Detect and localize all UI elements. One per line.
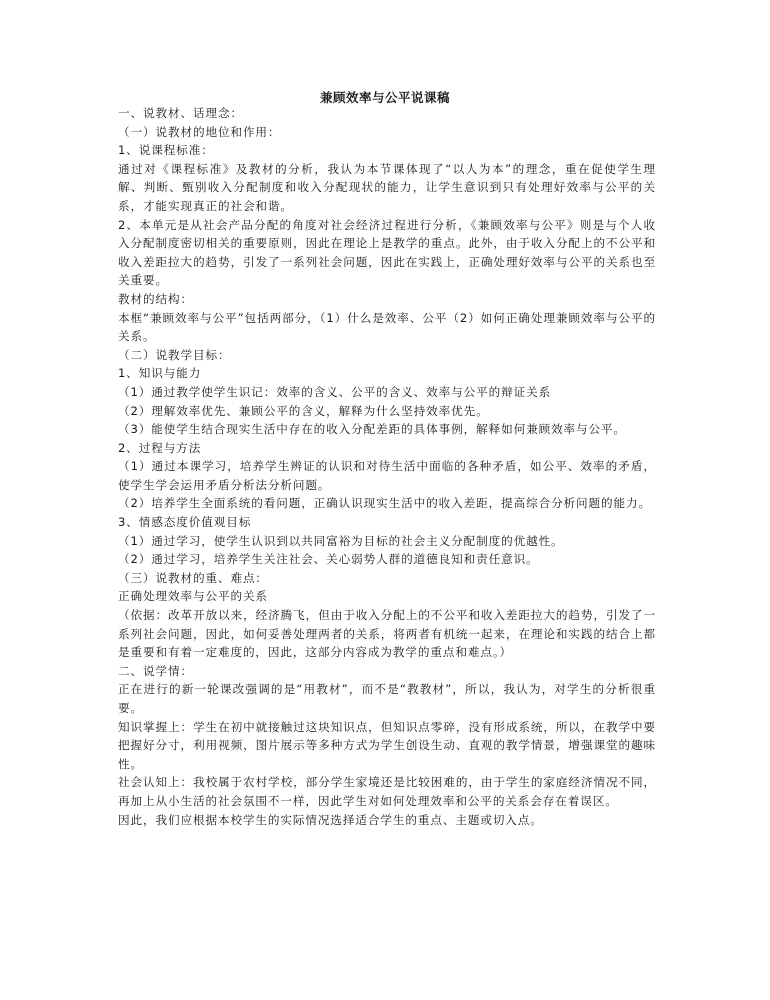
paragraph: 1、说课程标准： [118,143,214,158]
paragraph: （1）通过学习，使学生认识到以共同富裕为目标的社会主义分配制度的优越性。 [118,533,564,548]
paragraph: 2、本单元是从社会产品分配的角度对社会经济过程进行分析，《兼顾效率与公平》则是与个人收入分配制度密切相关的重要原则，因此在理论上是教学的重点。此外，由于收入分配上的不公平和收入差距拉大的趋势，引发了一系列社会问题，因此在实践上，正确处理好效率与公平的关系也至关重要。 [118,217,656,288]
paragraph: （1）通过本课学习，培养学生辨证的认识和对待生活中面临的各种矛盾，如公平、效率的矛盾，使学生学会运用矛盾分析法分析问题。 [118,459,656,492]
document-body [118,104,656,829]
paragraph: （二）说教学目标： [118,347,231,362]
paragraph: （2）通过学习，培养学生关注社会、关心弱势人群的道德良知和责任意识。 [118,552,539,567]
paragraph: 通过对《课程标准》及教材的分析，我认为本节课体现了“以人为本”的理念，重在促使学生理解、判断、甄别收入分配制度和收入分配现状的能力，让学生意识到只有处理好效率与公平的关系，才能实现真正的社会和谐。 [118,161,656,213]
paragraph: 因此，我们应根据本校学生的实际情况选择适合学生的重点、主题或切入点。 [118,812,543,827]
paragraph: （2）理解效率优先、兼顾公平的含义，解释为什么坚持效率优先。 [118,403,489,418]
paragraph: （一）说教材的地位和作用： [118,124,281,139]
paragraph: 社会认知上：我校属于农村学校，部分学生家境还是比较困难的，由于学生的家庭经济情况不同，再加上从小生活的社会氛围不一样，因此学生对如何处理效率和公平的关系会存在着误区。 [118,775,656,808]
paragraph: （3）能使学生结合现实生活中存在的收入分配差距的具体事例，解释如何兼顾效率与公平。 [118,422,627,437]
paragraph: 正确处理效率与公平的关系 [118,589,268,604]
paragraph: 1、知识与能力 [118,366,202,381]
paragraph: 知识掌握上：学生在初中就接触过这块知识点，但知识点零碎，没有形成系统，所以，在教学中要把握好分寸，利用视频，图片展示等多种方式为学生创设生动、直观的教学情景，增强课堂的趣味性。 [118,719,656,771]
paragraph: （依据：改革开放以来，经济腾飞，但由于收入分配上的不公平和收入差距拉大的趋势，引发了一系列社会问题，因此，如何妥善处理两者的关系，将两者有机统一起来，在理论和实践的结合上都是重要和有着一定难度的，因此，这部分内容成为教学的重点和难点。） [118,608,656,660]
paragraph: （三）说教材的重、难点： [118,570,268,585]
paragraph: 一、说教材、话理念： [118,106,243,120]
paragraph: （2）培养学生全面系统的看问题，正确认识现实生活中的收入差距，提高综合分析问题的能力。 [118,496,652,511]
paragraph: 教材的结构： [118,291,193,306]
paragraph: 3、情感态度价值观目标 [118,515,252,530]
paragraph: 本框“兼顾效率与公平”包括两部分，（1）什么是效率、公平（2）如何正确处理兼顾效率与公平的关系。 [118,310,656,344]
paragraph: 正在进行的新一轮课改强调的是“用教材”，而不是“教教材”，所以，我认为，对学生的分析很重要。 [118,682,656,715]
paragraph: 2、过程与方法 [118,440,202,455]
document-title: 兼顾效率与公平说课稿 [319,90,450,105]
paragraph: 二、说学情： [118,663,193,678]
paragraph: （1）通过教学使学生识记：效率的含义、公平的含义、效率与公平的辩证关系 [118,384,552,399]
